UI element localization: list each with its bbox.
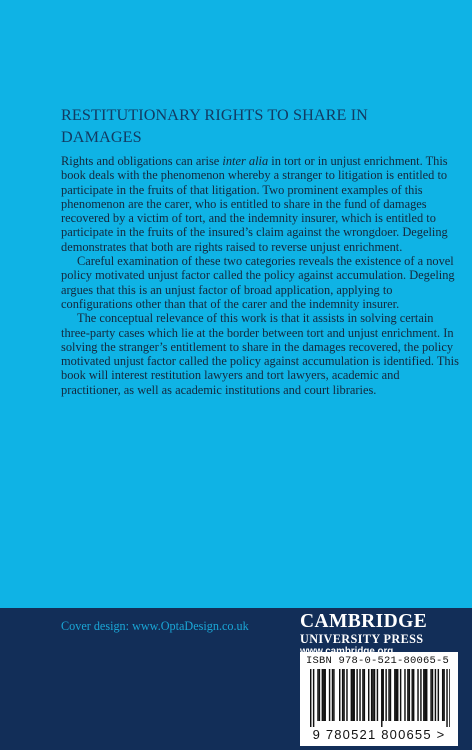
blurb-paragraph-1: Rights and obligations can arise inter alia in tort or in unjust enrichment. This book deals with the phenomenon whereby a stranger to litigation is entitled to participate in the fruits of that litigation. Two prominent examples of this phenomenon are the carer, who is entitled to share in the fund of damages recovered by a victim of tort, and the indemnity insurer, which is entitled to participate in the fruits of the insured’s claim against the wrongdoer. Degeling demonstrates that both are rights raised to reverse unjust enrichment. — [61, 154, 448, 254]
barcode-bar — [346, 669, 347, 721]
barcode-bar — [356, 669, 357, 721]
barcode-bar — [323, 669, 324, 721]
barcode-bar — [354, 669, 355, 721]
barcode-bar — [343, 669, 344, 721]
barcode-bar — [438, 669, 439, 721]
barcode-bar — [368, 669, 369, 721]
barcode-bar — [409, 669, 410, 721]
barcode-bar — [364, 669, 365, 721]
barcode-bar — [374, 669, 375, 721]
barcode-bar — [420, 669, 421, 721]
blurb-paragraph-2: Careful examination of these two categories reveals the existence of a novel policy motivated unjust factor called the policy against accumulation. Degeling argues that this is an unjust factor of broad application, applying to configurations other than that of the carer and the indemnity insurer. — [61, 254, 455, 311]
barcode-bar — [417, 669, 418, 721]
barcode-bar — [383, 669, 384, 721]
barcode-bar — [446, 669, 447, 727]
barcode-panel — [300, 652, 458, 746]
barcode-bar — [372, 669, 373, 721]
barcode-bar — [359, 669, 360, 721]
barcode-bar — [397, 669, 398, 721]
barcode-bar — [351, 669, 352, 721]
barcode-digits: 9 780521 800655 > — [312, 727, 446, 742]
barcode-bar — [362, 669, 363, 721]
barcode-bar — [319, 669, 320, 721]
barcode-bar — [385, 669, 386, 721]
barcode-bar — [396, 669, 397, 721]
barcode-bar — [333, 669, 334, 721]
barcode-bar — [388, 669, 389, 721]
barcode-bar — [413, 669, 414, 721]
barcode-bar — [442, 669, 443, 721]
barcode-bar — [352, 669, 353, 721]
isbn-text: ISBN 978-0-521-80065-5 — [306, 655, 450, 667]
italic-phrase: inter alia — [222, 154, 269, 168]
cover-design-credit: Cover design: www.OptaDesign.co.uk — [61, 619, 249, 633]
barcode-bar — [400, 669, 401, 721]
barcode-bar — [390, 669, 391, 721]
barcode-bar — [407, 669, 408, 721]
barcode-bar — [325, 669, 326, 721]
barcode-bar — [313, 669, 314, 727]
barcode-bar — [332, 669, 333, 721]
barcode-bar — [377, 669, 378, 721]
blurb — [61, 154, 461, 397]
barcode-bar — [435, 669, 436, 721]
barcode-bar — [342, 669, 343, 721]
barcode-bar — [449, 669, 450, 727]
barcode-bar — [404, 669, 405, 721]
book-title: RESTITUTIONARY RIGHTS TO SHARE IN DAMAGES — [61, 106, 368, 146]
barcode-bar — [381, 669, 382, 727]
barcode-bar — [371, 669, 372, 721]
barcode-bar — [339, 669, 340, 721]
barcode-bar — [432, 669, 433, 721]
barcode-bar — [412, 669, 413, 721]
barcode-bar — [426, 669, 427, 721]
publisher-subname: UNIVERSITY PRESS — [300, 632, 424, 646]
barcode-bar — [443, 669, 444, 721]
barcode-bar — [329, 669, 330, 721]
barcode-bar — [317, 669, 318, 721]
barcode-bar — [430, 669, 431, 721]
barcode-bar — [423, 669, 424, 721]
barcode-graphic — [308, 669, 450, 727]
publisher-name: CAMBRIDGE — [300, 611, 428, 632]
barcode-bar — [425, 669, 426, 721]
barcode-bar — [322, 669, 323, 721]
barcode-bar — [310, 669, 311, 727]
barcode-bar — [394, 669, 395, 721]
blurb-paragraph-3: The conceptual relevance of this work is that it assists in solving certain three-party cases which lie at the border between tort and unjust enrichment. In solving the stranger’s entitlement to share in the damages recovered, the policy motivated unjust factor called the policy against accumulation is identified. This book will interest restitution lawyers and tort lawyers, academic and practitioner, as well as academic institutions and court libraries. — [61, 311, 459, 397]
